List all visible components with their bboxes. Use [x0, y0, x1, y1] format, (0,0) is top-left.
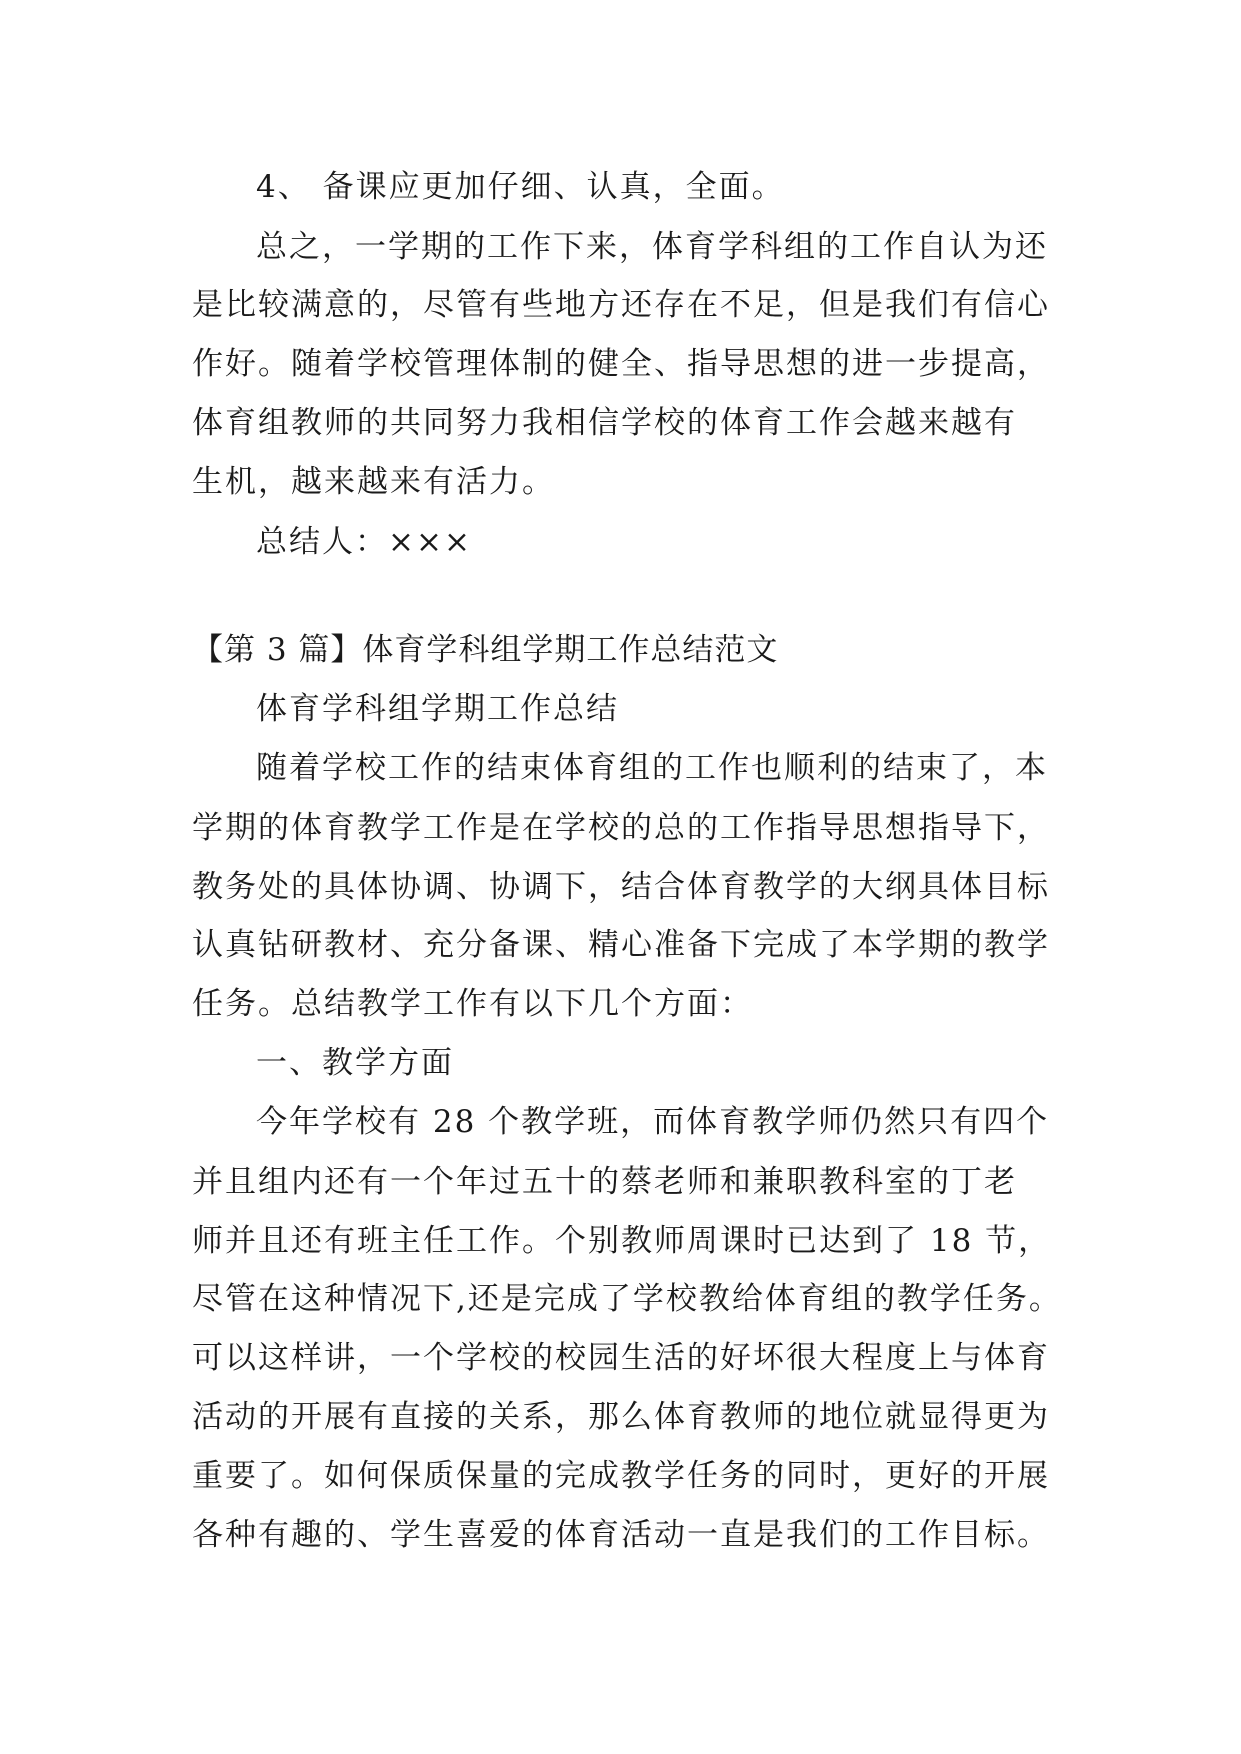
article-heading: 【第 3 篇】体育学科组学期工作总结范文	[192, 632, 779, 668]
section-line: 各种有趣的、学生喜爱的体育活动一直是我们的工作目标。	[192, 1517, 1050, 1553]
intro-line: 教务处的具体协调、协调下，结合体育教学的大纲具体目标	[192, 869, 1050, 905]
section-line: 今年学校有 28 个教学班，而体育教学师仍然只有四个	[256, 1104, 1050, 1140]
signature: 总结人：×××	[256, 524, 472, 560]
list-item-4: 4、 备课应更加仔细、认真，全面。	[256, 169, 785, 205]
summary-line: 作好。随着学校管理体制的健全、指导思想的进一步提高，	[192, 346, 1050, 382]
summary-line: 总之，一学期的工作下来，体育学科组的工作自认为还	[256, 229, 1048, 265]
article-title: 体育学科组学期工作总结	[256, 691, 619, 727]
intro-line: 随着学校工作的结束体育组的工作也顺利的结束了，本	[256, 750, 1048, 786]
intro-line: 认真钻研教材、充分备课、精心准备下完成了本学期的教学	[192, 927, 1050, 963]
section-title: 一、教学方面	[256, 1045, 454, 1081]
section-line: 重要了。如何保质保量的完成教学任务的同时，更好的开展	[192, 1458, 1050, 1494]
summary-line: 是比较满意的，尽管有些地方还存在不足，但是我们有信心	[192, 287, 1050, 323]
section-line: 师并且还有班主任工作。个别教师周课时已达到了 18 节，	[192, 1223, 1052, 1259]
intro-line: 学期的体育教学工作是在学校的总的工作指导思想指导下，	[192, 810, 1050, 846]
section-line: 尽管在这种情况下,还是完成了学校教给体育组的教学任务。	[192, 1281, 1062, 1317]
section-line: 可以这样讲，一个学校的校园生活的好坏很大程度上与体育	[192, 1340, 1050, 1376]
intro-line: 任务。总结教学工作有以下几个方面：	[192, 986, 753, 1022]
summary-line: 生机，越来越来有活力。	[192, 464, 555, 500]
summary-line: 体育组教师的共同努力我相信学校的体育工作会越来越有	[192, 405, 1017, 441]
section-line: 活动的开展有直接的关系，那么体育教师的地位就显得更为	[192, 1399, 1050, 1435]
section-line: 并且组内还有一个年过五十的蔡老师和兼职教科室的丁老	[192, 1164, 1017, 1200]
